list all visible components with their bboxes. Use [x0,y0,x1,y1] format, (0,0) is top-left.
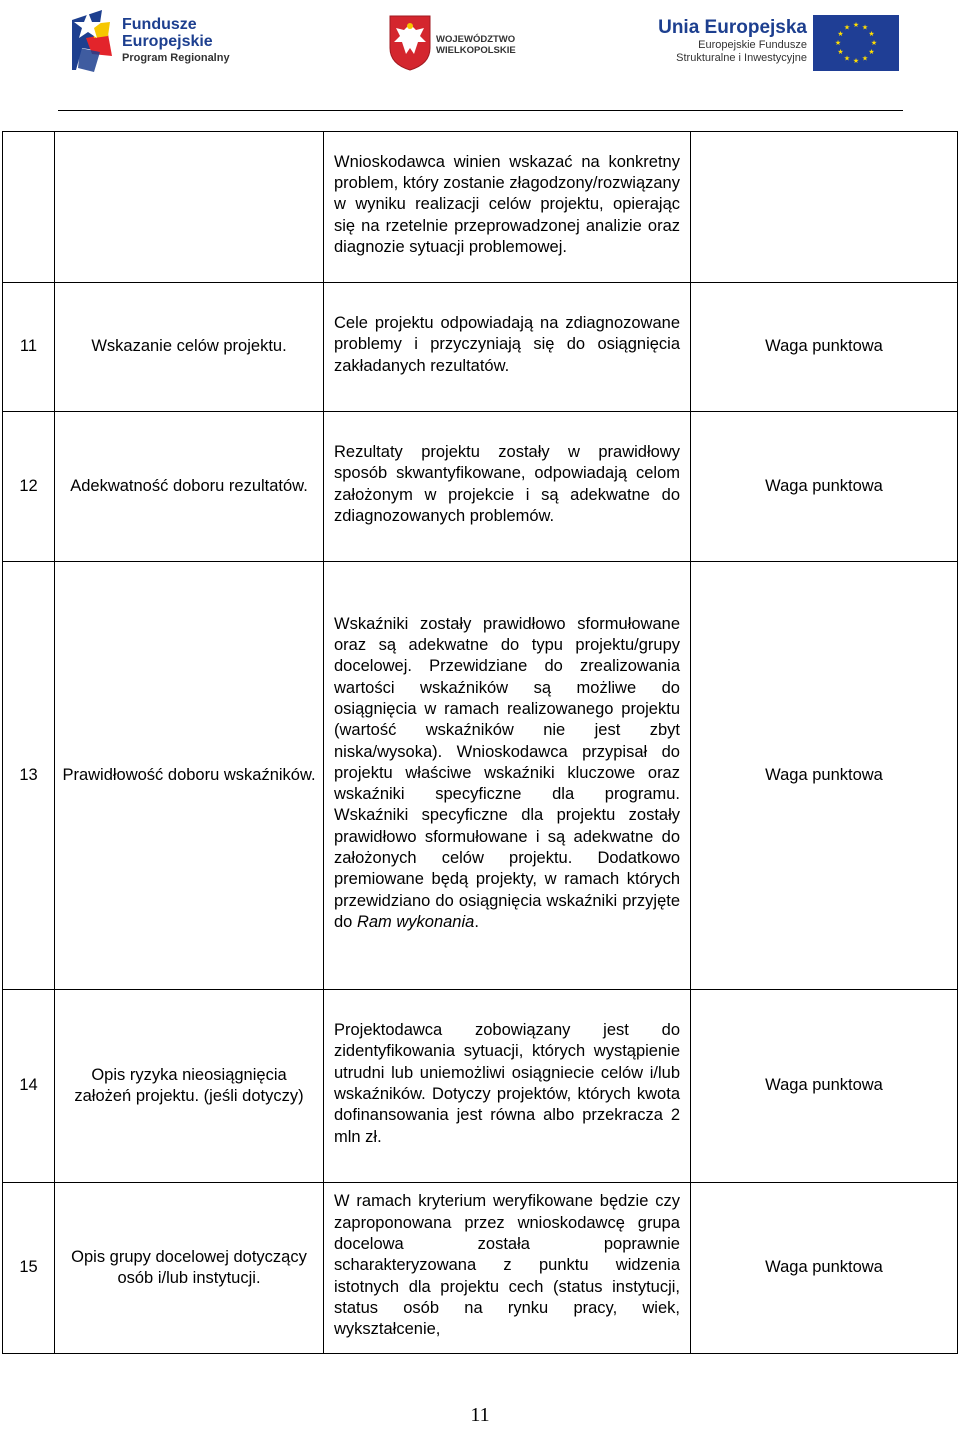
svg-text:★: ★ [861,54,869,63]
criterion-weight: Waga punktowa [691,412,958,562]
table-row [3,132,958,283]
criterion-name: Prawidłowość doboru wskaźników. [55,562,324,990]
description-end-text: . [474,912,479,931]
table-row [3,283,958,412]
ue-logo-line2: Europejskie Fundusze [698,39,807,51]
row-number [3,132,55,283]
criterion-name [55,132,324,283]
fundusze-europejskie-logo [72,8,242,74]
criterion-name: Wskazanie celów projektu. [55,283,324,412]
row-number: 12 [3,412,55,562]
fe-logo-line3: Program Regionalny [122,52,230,64]
row-number: 14 [3,990,55,1183]
page-header [0,0,960,110]
coat-of-arms-icon [388,14,432,72]
row-number: 15 [3,1183,55,1354]
eu-flag-icon [813,15,899,71]
svg-text:★: ★ [868,30,875,38]
svg-text:★: ★ [868,48,875,56]
criterion-weight: Waga punktowa [691,562,958,990]
criterion-description: W ramach kryterium weryfikowane będzie czy zaproponowana przez wnioskodawcę grupa docelowa została poprawnie scharakteryzowana z punktu widzenia istotnych dla projektu cech (status instytucji, status osób na rynku pracy, wiek, wykształcenie, [324,1183,691,1354]
page-number: 11 [470,1404,490,1426]
description-italic-text: Ram wykonania [356,912,475,931]
wk-logo-line1: WOJEWÓDZTWO [436,34,516,45]
table-row [3,412,958,562]
fe-logo-line2: Europejskie [122,33,213,50]
ue-logo-line1: Unia Europejska [658,17,807,38]
fe-star-icon [72,8,116,74]
criterion-description: Projektodawca zobowiązany jest do zidentyfikowania sytuacji, których wystąpienie utrudni lub uniemożliwi osiągniecie celów i/lub wskaźników. Dotyczy projektów, których kwota dofinansowania jest równa albo przekracza 2 mln zł. [324,990,691,1183]
criteria-table [2,131,958,1354]
criterion-weight: Waga punktowa [691,990,958,1183]
svg-text:★: ★ [834,39,842,47]
table-row [3,990,958,1183]
svg-text:★: ★ [837,30,844,38]
svg-text:★: ★ [852,57,860,65]
criterion-description [324,562,691,990]
svg-text:★: ★ [861,23,869,32]
row-number: 13 [3,562,55,990]
criterion-name: Opis ryzyka nieosiągnięcia założeń projektu. (jeśli dotyczy) [55,990,324,1183]
criterion-description: Wnioskodawca winien wskazać na konkretny problem, który zostanie złagodzony/rozwiązany w wyniku realizacji celów projektu, opierając się na rzetelnie przeprowadzonej analizie oraz diagnozie sytuacji problemowej. [324,132,691,283]
svg-text:★: ★ [837,48,844,56]
ue-logo-line3: Strukturalne i Inwestycyjne [676,52,807,64]
table-row [3,1183,958,1354]
criterion-description: Rezultaty projektu zostały w prawidłowy sposób skwantyfikowane, odpowiadają celom założonym w projekcie i są adekwatne do zdiagnozowanych problemów. [324,412,691,562]
criterion-description: Cele projektu odpowiadają na zdiagnozowane problemy i przyczyniają się do osiągnięcia zakładanych rezultatów. [324,283,691,412]
svg-text:★: ★ [843,54,851,63]
description-text: Wskaźniki zostały prawidłowo sformułowane oraz są adekwatne do typu projektu/grupy docelowej. Przewidziane do zrealizowania wartości wskaźników są możliwe do osiągnięcia w ramach realizowanego projektu (wartość wskaźników nie jest zbyt niska/wysoka). Wnioskodawca przypisał do projektu właściwe wskaźniki kluczowe oraz wskaźniki specyficzne dla programu. Wskaźniki specyficzne dla projektu zostały prawidłowo sformułowane i są adekwatne do założonych celów projektu. Dodatkowo premiowane będą projekty, w ramach których przewidziano do osiągnięcia wskaźniki przyjęte do [334,614,680,931]
svg-text:★: ★ [843,23,851,32]
wk-logo-line2: WIELKOPOLSKIE [436,45,516,56]
fe-logo-line1: Fundusze [122,16,197,33]
svg-text:★: ★ [852,21,860,29]
svg-text:★: ★ [870,39,878,47]
header-divider [58,110,903,111]
criterion-name: Opis grupy docelowej dotyczący osób i/lub instytucji. [55,1183,324,1354]
criterion-weight: Waga punktowa [691,1183,958,1354]
table-row [3,562,958,990]
unia-europejska-logo [657,15,907,75]
criterion-weight: Waga punktowa [691,283,958,412]
criterion-weight [691,132,958,283]
row-number: 11 [3,283,55,412]
criterion-name: Adekwatność doboru rezultatów. [55,412,324,562]
wojewodztwo-wielkopolskie-logo [388,14,528,72]
